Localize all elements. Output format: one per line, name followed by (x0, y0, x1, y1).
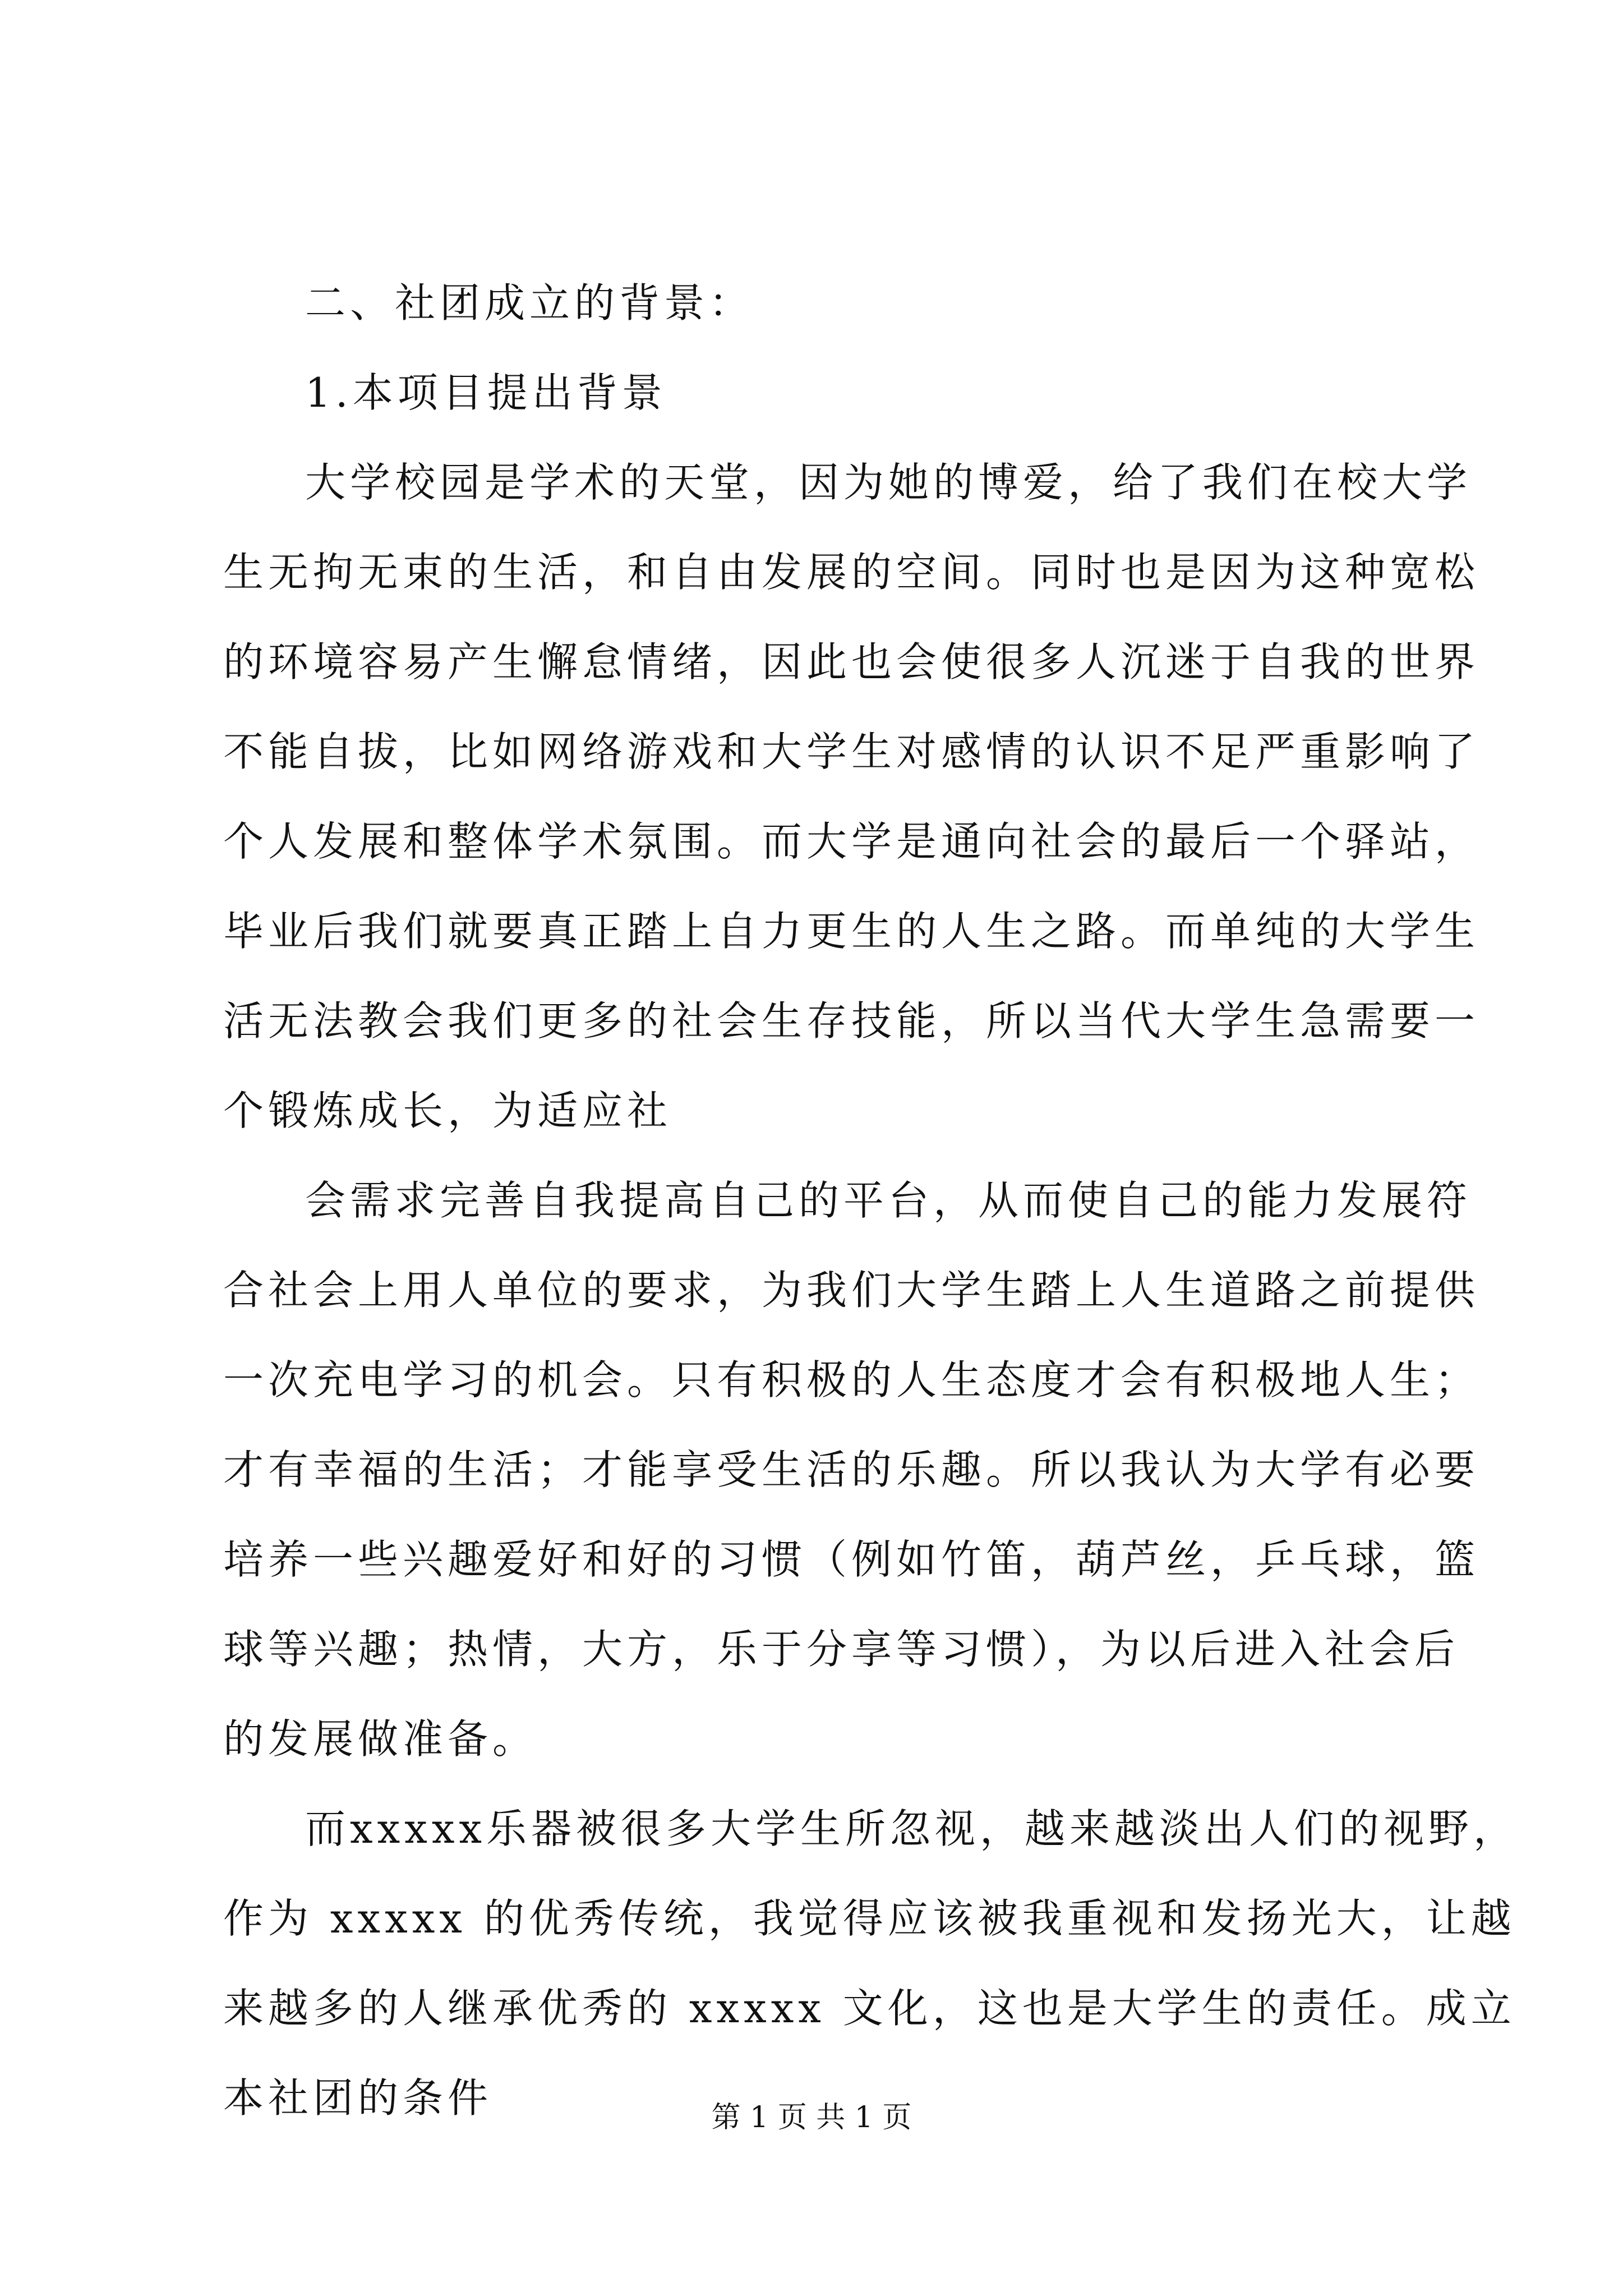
paragraph-line: 大学校园是学术的天堂，因为她的博爱，给了我们在校大学 (305, 459, 1472, 506)
paragraph-line: 球等兴趣；热情，大方，乐于分享等习惯），为以后进入社会后 (223, 1626, 1460, 1673)
paragraph-line: 个人发展和整体学术氛围。而大学是通向社会的最后一个驿站， (223, 818, 1480, 865)
document-body (223, 258, 1519, 2143)
paragraph-line: 本社团的条件 (223, 2074, 493, 2122)
paragraph-line: 合社会上用人单位的要求，为我们大学生踏上人生道路之前提供 (223, 1267, 1480, 1314)
paragraph-line: 的环境容易产生懈怠情绪，因此也会使很多人沉迷于自我的世界 (223, 638, 1480, 685)
paragraph-line: 来越多的人继承优秀的 xxxxx 文化，这也是大学生的责任。成立 (223, 1985, 1516, 2032)
paragraph-line: 毕业后我们就要真正踏上自力更生的人生之路。而单纯的大学生 (223, 908, 1480, 955)
section-heading: 二、社团成立的背景： (305, 279, 754, 326)
paragraph-line: 活无法教会我们更多的社会生存技能，所以当代大学生急需要一 (223, 997, 1480, 1045)
paragraph-line: 而xxxxx乐器被很多大学生所忽视，越来越淡出人们的视野， (305, 1805, 1519, 1852)
paragraph-line: 作为 xxxxx 的优秀传统，我觉得应该被我重视和发扬光大，让越 (223, 1895, 1516, 1942)
paragraph-line: 一次充电学习的机会。只有积极的人生态度才会有积极地人生； (223, 1356, 1480, 1404)
paragraph-line: 培养一些兴趣爱好和好的习惯（例如竹笛，葫芦丝，乒乓球，篮 (223, 1536, 1480, 1583)
paragraph-line: 才有幸福的生活；才能享受生活的乐趣。所以我认为大学有必要 (223, 1446, 1480, 1493)
paragraph-line: 会需求完善自我提高自己的平台，从而使自己的能力发展符 (305, 1177, 1472, 1224)
paragraph-line: 个锻炼成长，为适应社 (223, 1087, 672, 1134)
paragraph-line: 不能自拔，比如网络游戏和大学生对感情的认识不足严重影响了 (223, 728, 1480, 775)
paragraph-line: 生无拘无束的生活，和自由发展的空间。同时也是因为这种宽松 (223, 549, 1480, 596)
subsection-heading: 1.本项目提出背景 (305, 369, 667, 416)
page-number-footer: 第 1 页 共 1 页 (711, 2101, 912, 2134)
paragraph-line: 的发展做准备。 (223, 1715, 538, 1763)
